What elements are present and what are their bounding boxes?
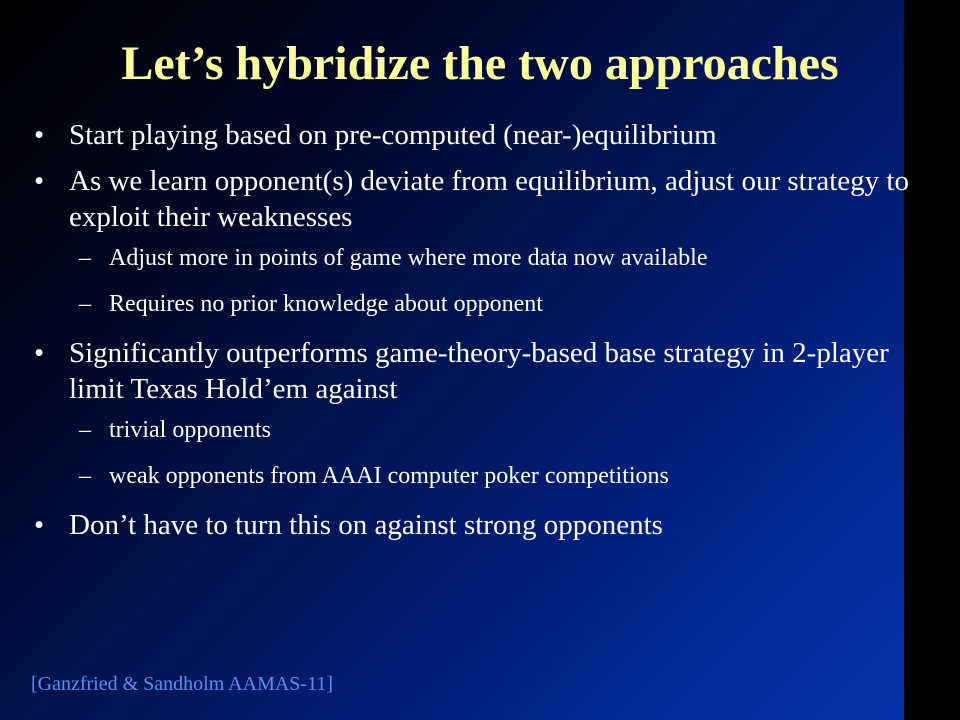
sub-bullet-marker: –	[79, 417, 91, 443]
bullet-marker: •	[34, 165, 45, 197]
sub-bullet-text: trivial opponents	[109, 417, 271, 443]
sub-bullet-item	[69, 415, 934, 445]
sub-bullet-text: Requires no prior knowledge about opponent	[109, 291, 543, 317]
bullet-item	[34, 163, 934, 319]
bullet-item	[34, 335, 934, 491]
sub-bullet-marker: –	[79, 463, 91, 489]
sub-bullet-list	[69, 243, 934, 319]
sub-bullet-marker: –	[79, 245, 91, 271]
bullet-item	[34, 117, 934, 153]
bullet-marker: •	[34, 509, 45, 541]
sub-bullet-text: Adjust more in points of game where more data now available	[109, 245, 708, 271]
bullet-text: Don’t have to turn this on against strong opponents	[69, 509, 663, 541]
sub-bullet-item	[69, 461, 934, 491]
sub-bullet-marker: –	[79, 291, 91, 317]
bullet-text: Significantly outperforms game-theory-based base strategy in 2-player limit Texas Hold’em against	[69, 337, 889, 405]
sub-bullet-item	[69, 243, 934, 273]
bullet-marker: •	[34, 337, 45, 369]
sub-bullet-list	[69, 415, 934, 491]
bullet-item	[34, 507, 934, 543]
citation: [Ganzfried & Sandholm AAMAS-11]	[31, 673, 333, 695]
sub-bullet-text: weak opponents from AAAI computer poker competitions	[109, 463, 669, 489]
sub-bullet-item	[69, 289, 934, 319]
bullet-text: As we learn opponent(s) deviate from equilibrium, adjust our strategy to exploit their weaknesses	[69, 165, 909, 233]
bullet-text: Start playing based on pre-computed (near-)equilibrium	[69, 119, 717, 151]
slide-title: Let’s hybridize the two approaches	[121, 37, 839, 90]
bullet-marker: •	[34, 119, 45, 151]
bullet-list	[34, 117, 934, 553]
